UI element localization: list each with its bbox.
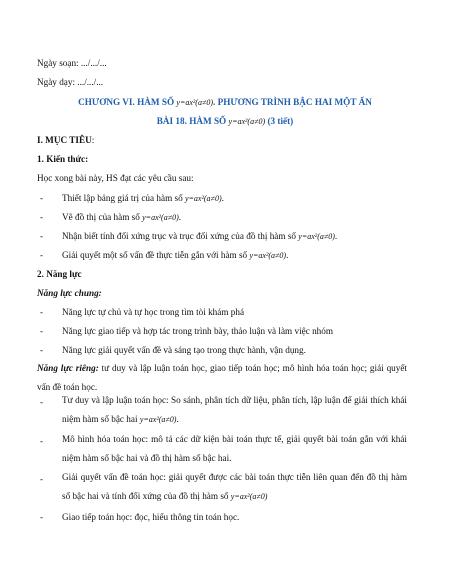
objectives-heading-text: I. MỤC TIÊU xyxy=(37,135,92,145)
specific-bullet-dash: - xyxy=(40,397,44,407)
specific-item-formula: y=ax²(a≠0) xyxy=(139,415,177,424)
knowledge-heading: 1. Kiến thức: xyxy=(37,154,89,164)
specific-item xyxy=(62,430,407,468)
section-objectives-heading xyxy=(37,134,94,146)
general-item: Năng lực giải quyết vấn đề và sáng tạo trong thực hành, vận dụng. xyxy=(62,345,306,355)
knowledge-item-end: . xyxy=(178,212,182,222)
knowledge-item-formula: y=ax²(a≠0) xyxy=(142,213,179,222)
general-bullet-dash: - xyxy=(40,307,44,317)
specific-bullet-dash: - xyxy=(40,512,44,522)
specific-item xyxy=(62,391,407,429)
date-prepared: Ngày soạn: .../.../... xyxy=(37,58,107,68)
knowledge-item xyxy=(62,230,337,243)
specific-item-end: . xyxy=(176,414,179,424)
knowledge-item xyxy=(62,249,288,262)
knowledge-item-text: Giải quyết một số vấn đề thực tiễn gắn với hàm số xyxy=(62,250,248,260)
lesson-title xyxy=(0,115,450,128)
general-bullet-dash: - xyxy=(40,345,44,355)
chapter-title-suffix: . PHƯƠNG TRÌNH BẬC HAI MỘT ẨN xyxy=(213,97,372,107)
knowledge-bullet-dash: - xyxy=(40,250,44,260)
knowledge-item-text: Nhận biết tính đối xứng trục và trục đối xứng của đồ thị hàm số xyxy=(62,231,296,241)
knowledge-item-end: . xyxy=(286,250,289,260)
general-item: Năng lực giao tiếp và hợp tác trong trình bày, thảo luận và làm việc nhóm xyxy=(62,326,334,336)
knowledge-item xyxy=(62,211,181,224)
knowledge-item-formula: y=ax²(a≠0) xyxy=(184,194,222,203)
specific-item-text: Tư duy và lập luận toán học: So sánh, phân tích dữ liệu, phân tích, lập luận để giải thích khái niệm hàm số bậc hai xyxy=(62,395,407,424)
chapter-title-prefix: CHƯƠNG VI. HÀM SỐ xyxy=(78,97,175,107)
knowledge-item-formula: y=ax²(a≠0) xyxy=(249,251,287,260)
knowledge-bullet-dash: - xyxy=(40,231,44,241)
lesson-title-prefix: BÀI 18. HÀM SỐ xyxy=(156,116,227,126)
specific-item-text: Mô hình hóa toán học: mô tả các dữ kiện bài toán thực tế, giải quyết bài toán gắn với khái niệm hàm số bậc hai và đồ thị hàm số bậc hai. xyxy=(62,434,407,463)
specific-item-text: Giải quyết vấn đề toán học: giải quyết được các bài toán thực tiễn liên quan đến đồ thị hàm số bậc hai và tính đối xứng của đồ thị hàm số xyxy=(62,472,407,501)
lesson-title-suffix: (3 tiết) xyxy=(267,116,294,126)
knowledge-item-end: . xyxy=(334,231,338,241)
knowledge-item-end: . xyxy=(221,193,224,203)
knowledge-intro: Học xong bài này, HS đạt các yêu cầu sau: xyxy=(37,173,194,183)
specific-competency-label: Năng lực riêng: xyxy=(37,363,99,373)
objectives-heading-colon: : xyxy=(91,135,95,145)
lesson-title-formula: y=ax²(a≠0) xyxy=(228,117,266,126)
competency-heading: 2. Năng lực xyxy=(37,269,82,279)
date-taught: Ngày dạy: .../.../... xyxy=(37,77,104,87)
specific-item-formula: y=ax²(a≠0) xyxy=(230,492,268,501)
specific-item xyxy=(62,468,407,506)
knowledge-item-text: Vẽ đồ thị của hàm số xyxy=(62,212,140,222)
knowledge-bullet-dash: - xyxy=(40,212,44,222)
specific-item: Giao tiếp toán học: đọc, hiểu thông tin toán học. xyxy=(62,512,240,522)
general-bullet-dash: - xyxy=(40,326,44,336)
chapter-title-formula: y=ax²(a≠0) xyxy=(176,98,214,107)
knowledge-item-text: Thiết lập bảng giá trị của hàm số xyxy=(62,193,183,203)
knowledge-bullet-dash: - xyxy=(40,193,44,203)
general-item: Năng lực tự chủ và tự học trong tìm tòi khám phá xyxy=(62,307,245,317)
specific-competency-text: tư duy và lập luận toán học, giao tiếp toán học; mô hình hóa toán học; giải quyết vấn đề toán học. xyxy=(37,363,407,392)
knowledge-item-formula: y=ax²(a≠0) xyxy=(298,232,335,241)
specific-bullet-dash: - xyxy=(40,474,44,484)
specific-bullet-dash: - xyxy=(40,436,44,446)
chapter-title xyxy=(0,96,450,109)
general-competency-heading: Năng lực chung: xyxy=(37,288,102,298)
knowledge-item xyxy=(62,192,224,205)
